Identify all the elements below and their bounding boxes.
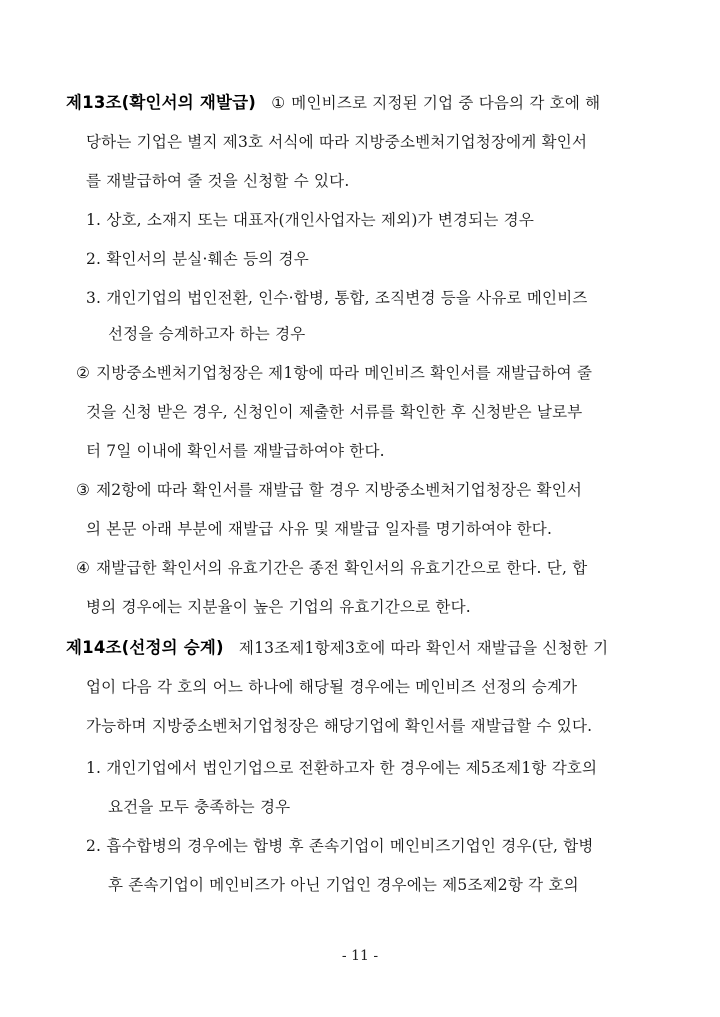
- article-14-line-2: 업이 다음 각 호의 어느 하나에 해당될 경우에는 메인비즈 선정의 승계가: [86, 678, 578, 696]
- article-13-p1-line-3: 를 재발급하여 줄 것을 신청할 수 있다.: [86, 172, 350, 190]
- article-13-heading: 제13조(확인서의 재발급): [66, 93, 257, 112]
- article-13-p3-line-1: ③ 제2항에 따라 확인서를 재발급 할 경우 지방중소벤처기업청장은 확인서: [76, 481, 583, 499]
- article-14-item-2: 2. 흡수합병의 경우에는 합병 후 존속기업이 메인비즈기업인 경우(단, 합병: [86, 837, 594, 855]
- article-13-item-3-cont: 선정을 승계하고자 하는 경우: [108, 325, 306, 343]
- article-13-p4-line-2: 병의 경우에는 지분율이 높은 기업의 유효기간으로 한다.: [86, 598, 471, 616]
- page-number: - 11 -: [341, 948, 379, 964]
- paragraph-2-marker: ②: [76, 364, 91, 382]
- article-13-p2-line-3: 터 7일 이내에 확인서를 재발급하여야 한다.: [86, 442, 385, 460]
- article-13-item-2: 2. 확인서의 분실·훼손 등의 경우: [86, 250, 309, 268]
- paragraph-1-marker: ①: [271, 94, 286, 112]
- article-13-item-1: 1. 상호, 소재지 또는 대표자(개인사업자는 제외)가 변경되는 경우: [86, 211, 535, 229]
- article-13-p1-line-2: 당하는 기업은 별지 제3호 서식에 따라 지방중소벤처기업청장에게 확인서: [86, 133, 588, 151]
- article-14-first-line: [66, 637, 608, 659]
- article-14-item-2-cont: 후 존속기업이 메인비즈가 아닌 기업인 경우에는 제5조제2항 각 호의: [108, 876, 579, 894]
- article-13-p3-line-2: 의 본문 아래 부분에 재발급 사유 및 재발급 일자를 명기하여야 한다.: [86, 520, 553, 538]
- article-14-item-1-cont: 요건을 모두 충족하는 경우: [108, 798, 291, 816]
- article-13-p1-line-1: 메인비즈로 지정된 기업 중 다음의 각 호에 해: [291, 94, 601, 112]
- article-13-p4-line-1: ④ 재발급한 확인서의 유효기간은 종전 확인서의 유효기간으로 한다. 단, 합: [76, 559, 588, 577]
- article-14-item-1: 1. 개인기업에서 법인기업으로 전환하고자 한 경우에는 제5조제1항 각호의: [86, 759, 598, 777]
- article-13-first-line: [66, 92, 600, 114]
- paragraph-3-marker: ③: [76, 481, 91, 499]
- article-13-item-3: 3. 개인기업의 법인전환, 인수·합병, 통합, 조직변경 등을 사유로 메인비즈: [86, 289, 588, 307]
- article-14-line-3: 가능하며 지방중소벤처기업청장은 해당기업에 확인서를 재발급할 수 있다.: [86, 717, 593, 735]
- article-13-p2-line-1: ② 지방중소벤처기업청장은 제1항에 따라 메인비즈 확인서를 재발급하여 줄: [76, 364, 593, 382]
- article-13-p2-line-2: 것을 신청 받은 경우, 신청인이 제출한 서류를 확인한 후 신청받은 날로부: [86, 403, 583, 421]
- paragraph-4-marker: ④: [76, 559, 91, 577]
- article-14-heading: 제14조(선정의 승계): [66, 638, 224, 657]
- article-14-line-1: 제13조제1항제3호에 따라 확인서 재발급을 신청한 기: [238, 639, 609, 657]
